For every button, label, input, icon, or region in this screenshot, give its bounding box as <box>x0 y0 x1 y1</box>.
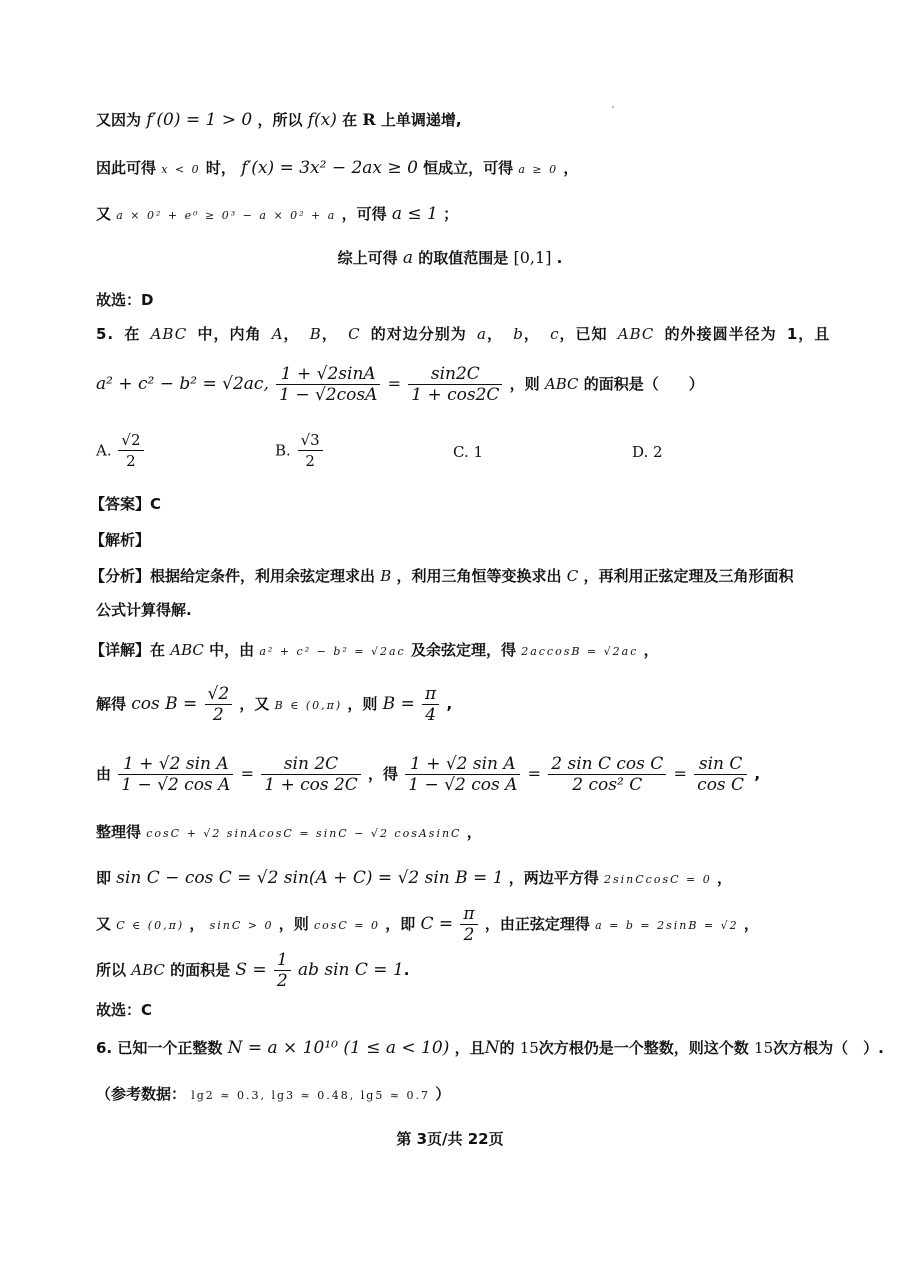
math-expr: S = <box>235 960 267 980</box>
fraction <box>422 684 439 725</box>
equals: = <box>673 764 687 783</box>
text: 整理得 <box>96 823 142 841</box>
equals: = <box>527 764 542 783</box>
text: 的面积是 <box>170 961 231 979</box>
option-label: D. 2 <box>632 443 663 461</box>
text: , <box>446 695 453 713</box>
text: 中，内角 <box>197 325 262 343</box>
text: ， <box>716 869 732 887</box>
text: 的外接圆半径为 1，且 <box>664 325 831 343</box>
equals: = <box>387 374 402 393</box>
text: ， <box>743 915 759 933</box>
fraction <box>694 754 747 795</box>
text: ，两边平方得 <box>508 869 599 887</box>
math-expr: a <box>477 325 487 343</box>
text: 【答案】C <box>90 495 162 513</box>
fraction <box>261 754 361 795</box>
math-expr: c <box>550 325 560 343</box>
denominator: 1 + cos 2C <box>264 775 358 795</box>
numerator: π <box>422 684 439 705</box>
text: ，再利用正弦定理及三角形面积 <box>583 567 794 585</box>
text: 即 <box>96 869 112 887</box>
option-label: A. <box>96 441 112 460</box>
text: ，又 <box>239 695 270 713</box>
line-1 <box>96 108 840 132</box>
math-expr: f′(x) = 3x² − 2ax ≥ 0 <box>241 158 418 178</box>
analysis-label <box>90 528 840 552</box>
fraction <box>118 430 143 471</box>
math-expr: b <box>513 325 524 343</box>
text: ，已知 <box>559 325 608 343</box>
fraction <box>298 430 323 471</box>
text: 次方根为（ ）. <box>773 1039 884 1057</box>
math-expr: ABC <box>617 325 655 343</box>
math-expr: ABC <box>170 641 204 659</box>
denominator: 2 <box>212 705 224 725</box>
analysis-line-2 <box>96 598 840 622</box>
math-expr: a <box>402 248 414 268</box>
text: 的面积是（ ） <box>583 375 704 393</box>
numerator: √2 <box>118 430 143 451</box>
text: 恒成立，可得 <box>423 159 514 177</box>
numerator: 1 + √2sinA <box>276 364 380 385</box>
math-expr: sin C − cos C = √2 sin(A + C) = √2 sin B = 1 <box>116 868 504 888</box>
detail-line-1 <box>90 638 840 664</box>
numerator: π <box>460 904 477 925</box>
text: ； <box>443 205 459 223</box>
detail-line-2 <box>96 682 840 728</box>
line-4 <box>0 246 900 270</box>
numerator: 1 + √2 sin A <box>118 754 233 775</box>
text: 在 <box>342 111 358 129</box>
math-expr: C ∈ (0,π) <box>116 919 185 932</box>
math-expr: sinC > 0 <box>209 919 274 932</box>
text: ，可得 <box>341 205 387 223</box>
math-expr: ABC <box>544 375 579 393</box>
denominator: 4 <box>425 705 437 725</box>
text: 所以 <box>96 961 127 979</box>
text: 5. 在 <box>96 325 141 343</box>
math-expr: B <box>309 325 322 343</box>
math-expr: lg2 ≈ 0.3, lg3 ≈ 0.48, lg5 ≈ 0.7 <box>191 1089 431 1102</box>
text: ，则 <box>278 915 309 933</box>
numerator: sin2C <box>408 364 502 385</box>
math-expr: cosC = 0 <box>313 919 381 932</box>
text: 的取值范围是 <box>418 249 509 267</box>
text: （参考数据： <box>96 1085 187 1103</box>
math-expr: [0,1] <box>513 248 552 267</box>
text: ，则 <box>347 695 378 713</box>
fraction <box>205 684 233 725</box>
fraction <box>274 950 291 991</box>
math-expr: B = <box>382 694 415 714</box>
text: ， <box>189 915 205 933</box>
math-expr: 2accosB = √2ac <box>521 645 639 658</box>
line-2 <box>96 156 840 182</box>
text: 【分析】根据给定条件，利用余弦定理求出 <box>90 567 376 585</box>
text: ，得 <box>368 765 399 783</box>
math-expr: A <box>271 325 284 343</box>
analysis-line-1 <box>90 564 840 588</box>
text: 综上可得 <box>337 249 398 267</box>
text: 时， <box>205 159 236 177</box>
math-expr: cosC + √2 sinAcosC = sinC − √2 cosAsinC <box>146 827 462 840</box>
text: 【详解】在 <box>90 641 166 659</box>
denominator: 2 <box>305 452 315 470</box>
text: 的对边分别为 <box>370 325 467 343</box>
math-expr: 15 <box>519 1039 539 1057</box>
equals: = <box>240 764 254 783</box>
text: 6. 已知一个正整数 <box>96 1039 223 1057</box>
answer-line-q4 <box>96 288 840 312</box>
reference-data <box>96 1082 840 1108</box>
denominator: 1 − √2 cos A <box>408 775 518 795</box>
text: ，由正弦定理得 <box>484 915 590 933</box>
fraction <box>408 364 502 405</box>
numerator: sin C <box>694 754 747 775</box>
text: . <box>556 249 563 267</box>
text: ， <box>321 325 338 343</box>
detail-line-5 <box>96 866 840 892</box>
option-d <box>632 443 663 461</box>
denominator: 1 + cos2C <box>411 385 500 405</box>
math-expr: cos B = <box>131 694 198 714</box>
math-expr: 15 <box>754 1039 774 1057</box>
answer-line-q5 <box>96 998 840 1022</box>
text: . <box>403 961 410 979</box>
text: 及余弦定理，得 <box>410 641 516 659</box>
math-expr: B <box>380 567 392 585</box>
fraction <box>276 364 380 405</box>
text: 又 <box>96 915 112 933</box>
option-label: C. 1 <box>453 443 484 461</box>
denominator: cos C <box>697 775 745 795</box>
text: ， <box>283 325 300 343</box>
fraction <box>405 754 520 795</box>
math-expr: B ∈ (0,π) <box>274 699 343 712</box>
math-expr: C <box>348 325 361 343</box>
math-expr: C <box>566 567 579 585</box>
denominator: 2 <box>463 925 475 945</box>
math-expr: ABC <box>150 325 188 343</box>
math-expr: ab sin C = 1 <box>297 960 404 980</box>
text: 又 <box>96 205 112 223</box>
denominator: 2 <box>126 452 136 470</box>
denominator: 2 cos² C <box>572 775 643 795</box>
numerator: sin 2C <box>261 754 361 775</box>
detail-line-3 <box>96 752 840 796</box>
option-b <box>275 430 325 471</box>
denominator: 2 <box>276 971 288 991</box>
numerator: 1 <box>274 950 291 971</box>
text: ，利用三角恒等变换求出 <box>396 567 562 585</box>
math-expr: a ≥ 0 <box>518 163 559 176</box>
text: 因此可得 <box>96 159 157 177</box>
math-R: R <box>362 110 376 129</box>
math-expr: a² + c² − b² = √2ac <box>259 645 406 658</box>
numerator: 1 + √2 sin A <box>405 754 520 775</box>
math-expr: a² + c² − b² = √2ac, <box>96 374 269 394</box>
text: , <box>754 765 761 783</box>
detail-line-6 <box>96 902 840 948</box>
question-5-equation <box>96 362 840 406</box>
text: 次方根仍是一个整数，则这个数 <box>538 1039 749 1057</box>
text: 故选：C <box>96 1001 153 1019</box>
numerator: √3 <box>298 430 323 451</box>
line-3 <box>96 202 840 228</box>
math-expr: N <box>484 1038 500 1058</box>
text: ， <box>643 641 659 659</box>
math-expr: f′(0) = 1 > 0 <box>146 110 253 130</box>
math-expr: C = <box>420 914 454 934</box>
denominator: 1 − √2 cos A <box>121 775 231 795</box>
option-label: B. <box>275 441 291 460</box>
text: ，则 <box>509 375 540 393</box>
math-expr: a × 0² + e⁰ ≥ 0³ − a × 0² + a <box>116 209 337 222</box>
text: 由 <box>96 765 112 783</box>
math-expr: 2sinCcosC = 0 <box>604 873 712 886</box>
text: 解得 <box>96 695 127 713</box>
numerator: 2 sin C cos C <box>548 754 666 775</box>
text: 上单调递增, <box>380 111 462 129</box>
text: ， <box>563 159 579 177</box>
answer-label <box>90 492 840 516</box>
text: ， <box>466 823 482 841</box>
fraction <box>118 754 233 795</box>
numerator: √2 <box>205 684 233 705</box>
text: 又因为 <box>96 111 142 129</box>
text: 公式计算得解. <box>96 601 192 619</box>
math-expr: a ≤ 1 <box>391 204 438 224</box>
page-footer: 第 3页/共 22页 <box>396 1130 504 1148</box>
fraction <box>460 904 477 945</box>
option-a <box>96 430 146 471</box>
text: ，且 <box>454 1039 485 1057</box>
text: ， <box>523 325 540 343</box>
text: ，所以 <box>257 111 303 129</box>
math-expr: a = b = 2sinB = √2 <box>595 919 739 932</box>
text: 故选：D <box>96 291 154 309</box>
math-expr: f(x) <box>307 110 337 130</box>
math-expr: x < 0 <box>161 163 201 176</box>
detail-line-7 <box>96 948 840 992</box>
detail-line-4 <box>96 820 840 846</box>
question-5-stem <box>96 322 840 346</box>
fraction <box>548 754 666 795</box>
text: ，即 <box>385 915 416 933</box>
math-expr: ABC <box>131 961 165 979</box>
text: 中，由 <box>209 641 255 659</box>
denominator: 1 − √2cosA <box>279 385 378 405</box>
text: ， <box>487 325 504 343</box>
math-expr: N = a × 10¹⁰ (1 ≤ a < 10) <box>227 1038 450 1058</box>
question-6-stem <box>96 1036 884 1060</box>
text: 【解析】 <box>90 531 151 549</box>
text: ） <box>435 1085 451 1103</box>
text: 的 <box>499 1039 515 1057</box>
option-c <box>453 443 483 461</box>
